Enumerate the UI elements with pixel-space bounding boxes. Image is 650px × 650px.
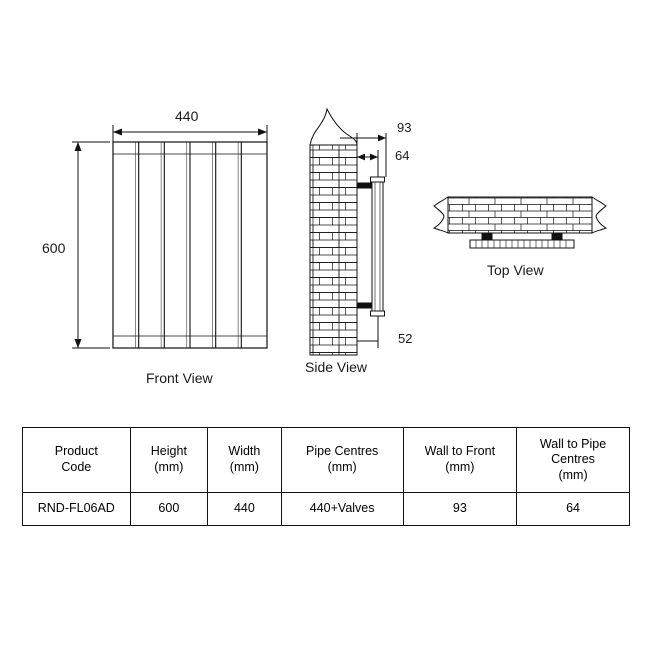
- header-wall-to-pipe-centres-line3: (mm): [558, 467, 588, 482]
- table-header-row: [23, 428, 630, 493]
- header-pipe-centres: [281, 428, 403, 493]
- header-height: [130, 428, 208, 493]
- header-wall-to-front: [403, 428, 516, 493]
- cell-height: 600: [130, 493, 208, 526]
- side-view-label: Side View: [305, 359, 368, 375]
- header-product-code: [23, 428, 131, 493]
- header-width-line2: (mm): [229, 460, 259, 474]
- cell-pipe-centres: 440+Valves: [281, 493, 403, 526]
- front-view-height-dimension: 600: [42, 240, 66, 256]
- header-wall-to-front-line2: (mm): [445, 460, 475, 474]
- header-pipe-centres-line2: (mm): [327, 460, 357, 474]
- header-product-code-line1: Product: [54, 444, 98, 459]
- cell-wall-to-pipe-centres: 64: [517, 493, 630, 526]
- cell-wall-to-front: 93: [403, 493, 516, 526]
- header-width: [208, 428, 282, 493]
- table-row: [23, 493, 630, 526]
- top-view-drawing: [430, 185, 610, 255]
- header-product-code-line2: Code: [61, 460, 92, 474]
- front-view-label: Front View: [146, 370, 213, 386]
- header-height-line1: Height: [150, 444, 187, 459]
- cell-width: 440: [208, 493, 282, 526]
- header-wall-to-pipe-centres-line2: Centres: [551, 452, 595, 467]
- side-view-pipe-offset-dimension: 52: [398, 331, 413, 346]
- top-view-label: Top View: [487, 262, 544, 278]
- side-view-drawing: [300, 105, 450, 365]
- cell-product-code: RND-FL06AD: [23, 493, 131, 526]
- header-height-line2: (mm): [154, 460, 184, 474]
- front-view-drawing: [60, 105, 280, 370]
- header-wall-to-front-line1: Wall to Front: [424, 444, 496, 459]
- header-wall-to-pipe-centres: [517, 428, 630, 493]
- header-width-line1: Width: [228, 444, 261, 459]
- header-pipe-centres-line1: Pipe Centres: [306, 444, 379, 459]
- header-wall-to-pipe-centres-line1: Wall to Pipe: [539, 436, 607, 451]
- front-view-width-dimension: 440: [175, 108, 199, 124]
- specification-table: [22, 427, 630, 526]
- side-view-wall-to-pipe-dimension: 64: [395, 148, 410, 163]
- side-view-wall-to-front-dimension: 93: [397, 120, 412, 135]
